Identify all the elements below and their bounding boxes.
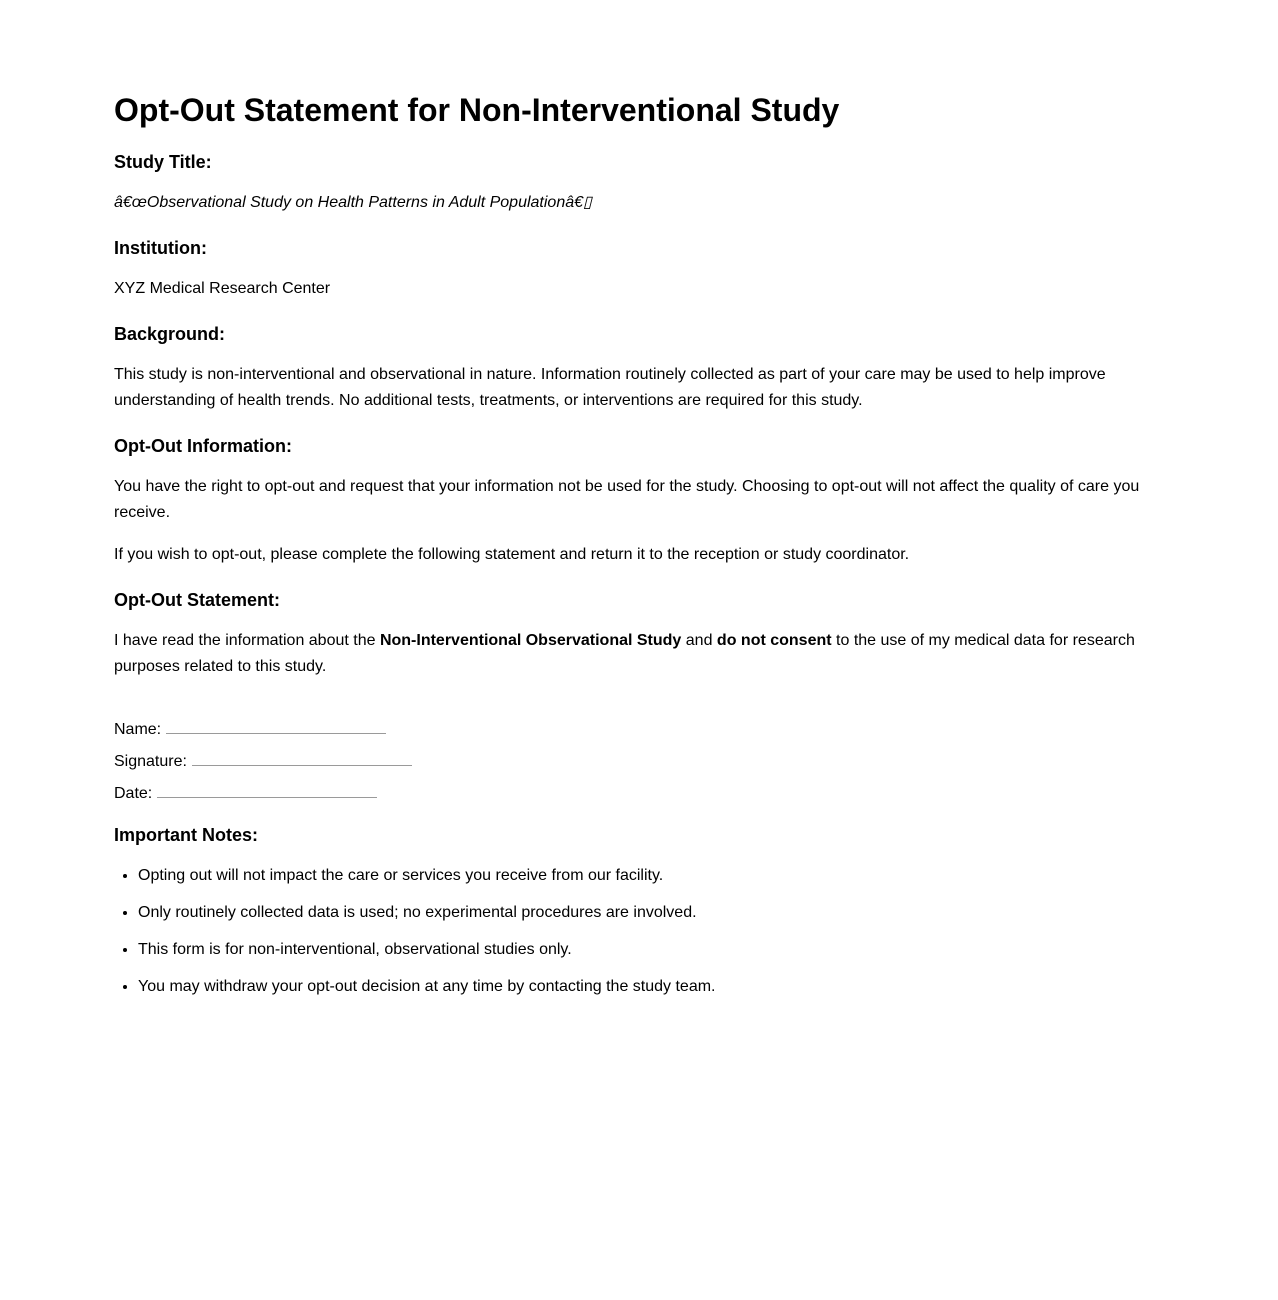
optout-statement-section (114, 589, 1152, 806)
study-title-heading: Study Title: (114, 152, 212, 172)
study-name-emphasis: Non-Interventional Observational Study (379, 632, 682, 649)
background-section (114, 323, 1152, 414)
optout-information-section (114, 435, 1152, 568)
study-title-section (114, 151, 1152, 216)
background-heading: Background: (114, 324, 226, 344)
optout-rights-paragraph: You have the right to opt-out and request that your information not be used for the study. Choosing to opt-out will not affect the quality of care you receive. (114, 478, 1140, 521)
name-field-row (114, 710, 1152, 742)
list-item: • Only routinely collected data is used; no experimental procedures are involved. (138, 900, 1152, 926)
institution-section (114, 237, 1152, 302)
important-notes-list (114, 863, 1152, 1000)
statement-text-part: and (681, 632, 717, 649)
signature-field-row (114, 742, 1152, 774)
optout-information-heading: Opt-Out Information: (114, 436, 292, 456)
institution-value: XYZ Medical Research Center (114, 280, 331, 297)
statement-text-part: I have read the information about the (114, 632, 380, 649)
study-title-value: â€œObservational Study on Health Patterns in Adult Populationâ€▯ (114, 194, 592, 211)
statement-text-part: to the use of my medical data for research purposes related to this study. (114, 632, 1135, 675)
name-label: Name: (114, 721, 162, 738)
optout-statement-text (114, 628, 1152, 680)
name-blank-line[interactable] (166, 732, 386, 734)
date-blank-line[interactable] (157, 796, 377, 798)
background-text: This study is non-interventional and observational in nature. Information routinely collected as part of your care may be used to help improve understanding of health trends. No additional tests, treatments, or interventions are required for this study. (114, 366, 1106, 409)
date-label: Date: (114, 785, 153, 802)
list-item: • This form is for non-interventional, observational studies only. (138, 937, 1152, 963)
institution-heading: Institution: (114, 238, 207, 258)
list-item: • You may withdraw your opt-out decision at any time by contacting the study team. (138, 974, 1152, 1000)
no-consent-emphasis: do not consent (716, 632, 832, 649)
important-notes-section (114, 824, 1152, 1000)
date-field-row (114, 774, 1152, 806)
optout-instructions-paragraph: If you wish to opt-out, please complete the following statement and return it to the reception or study coordinator. (114, 546, 910, 563)
page-title: Opt-Out Statement for Non-Interventional Study (114, 92, 840, 128)
optout-statement-heading: Opt-Out Statement: (114, 590, 280, 610)
signature-fields (114, 710, 1152, 806)
signature-blank-line[interactable] (192, 764, 412, 766)
important-notes-heading: Important Notes: (114, 825, 258, 845)
list-item: • Opting out will not impact the care or services you receive from our facility. (138, 863, 1152, 889)
signature-label: Signature: (114, 753, 187, 770)
